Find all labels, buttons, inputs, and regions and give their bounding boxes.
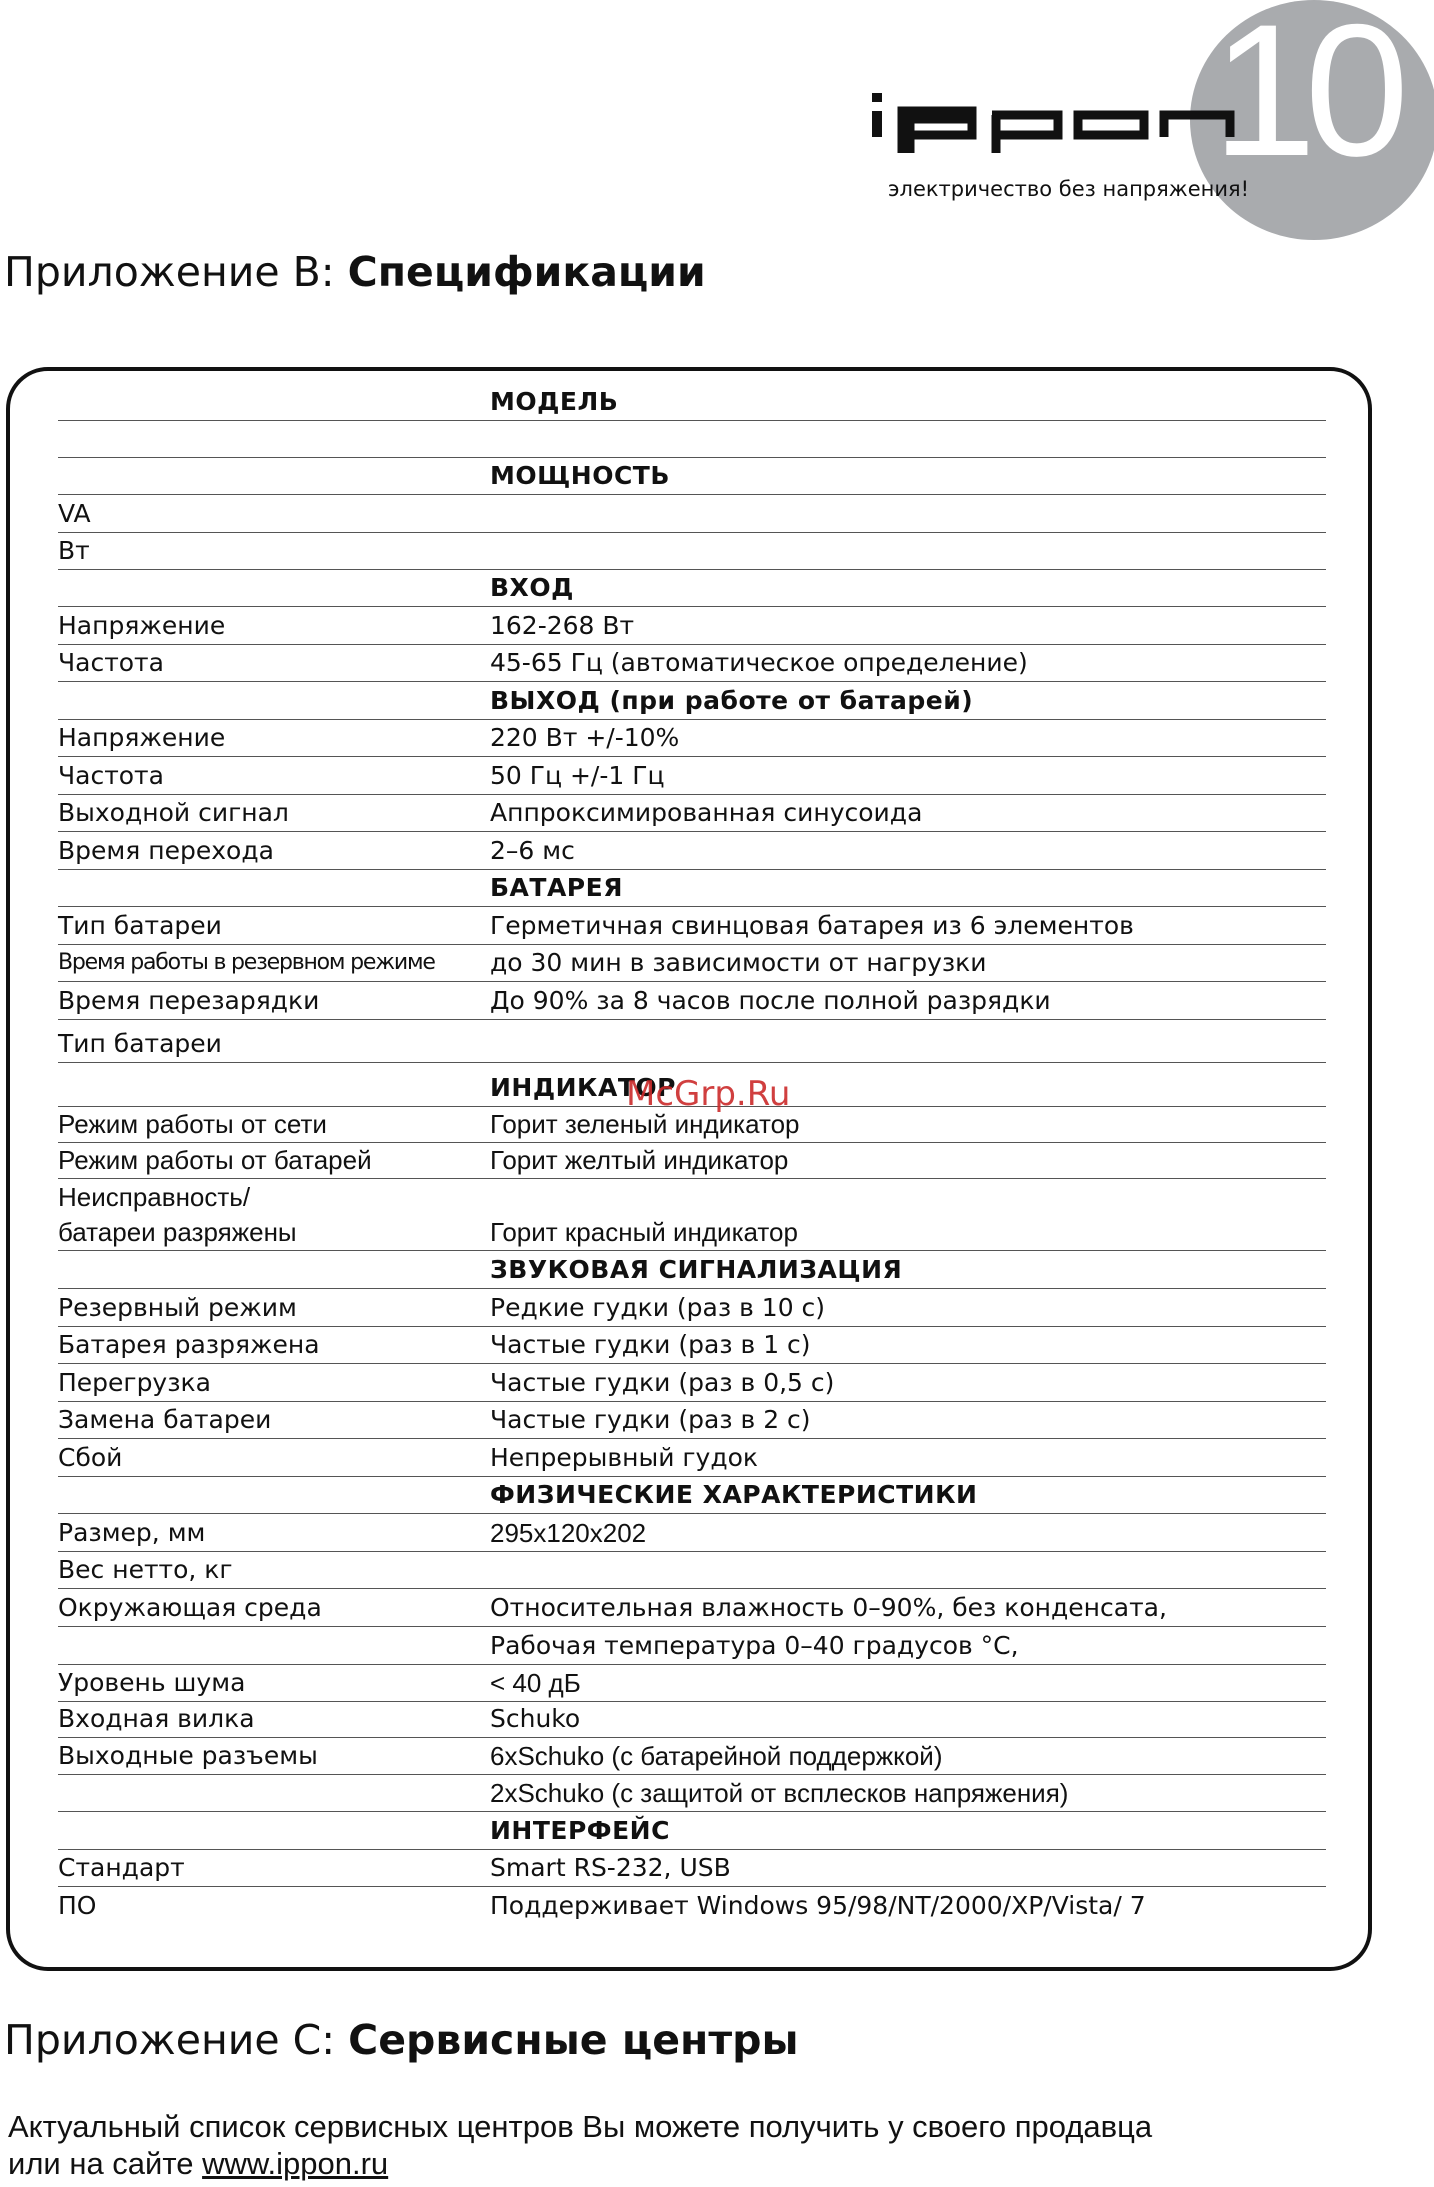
spec-label: Тип батареи [58, 911, 222, 940]
spec-table [58, 383, 1326, 1925]
spec-row [58, 907, 1326, 945]
spec-label: Напряжение [58, 611, 226, 640]
spec-row [58, 1514, 1326, 1552]
spec-row [58, 1179, 1326, 1216]
service-line-2-prefix: или на сайте [8, 2146, 203, 2181]
section-b-prefix: Приложение B: [4, 248, 348, 296]
spec-label [58, 1063, 488, 1105]
spec-row [58, 832, 1326, 870]
spec-label: Сбой [58, 1443, 123, 1472]
spec-label [58, 870, 488, 905]
service-line-1: Актуальный список сервисных центров Вы можете получить у своего продавца [8, 2109, 1153, 2144]
spec-label: VA [58, 499, 91, 528]
spec-value: Горит зеленый индикатор [490, 1109, 800, 1139]
spec-label [58, 1627, 488, 1663]
spec-label: Входная вилка [58, 1704, 255, 1733]
spec-value [490, 1179, 1326, 1214]
spec-row [58, 1738, 1326, 1775]
logo-number: 10 [1212, 0, 1398, 195]
spec-label: Замена батареи [58, 1405, 272, 1434]
logo-wordmark [872, 92, 1262, 164]
spec-row [58, 795, 1326, 832]
spec-row [58, 495, 1326, 533]
spec-section-title: ФИЗИЧЕСКИЕ ХАРАКТЕРИСТИКИ [490, 1480, 978, 1509]
spec-label [58, 1812, 488, 1848]
spec-label: батареи разряжены [58, 1217, 297, 1247]
spec-section-header [58, 870, 1326, 907]
spec-section-title: ВЫХОД (при работе от батарей) [490, 686, 974, 715]
spec-row [58, 1665, 1326, 1702]
section-c-prefix: Приложение C: [4, 2016, 349, 2064]
spec-row [58, 1775, 1326, 1812]
spec-value: Горит желтый индикатор [490, 1145, 789, 1175]
spec-value: До 90% за 8 часов после полной разрядки [490, 986, 1051, 1015]
spec-row [58, 1702, 1326, 1738]
spec-value [490, 495, 1326, 531]
watermark: McGrp.Ru [626, 1074, 791, 1114]
spec-label: Напряжение [58, 723, 226, 752]
spec-value: 220 Вт +/-10% [490, 723, 680, 752]
spec-section-header [58, 570, 1326, 607]
service-line-2 [8, 2145, 1152, 2182]
spec-row [58, 1552, 1326, 1589]
spec-label: Время работы в резервном режиме [58, 950, 435, 975]
spec-row [58, 607, 1326, 645]
spec-section-header [58, 1477, 1326, 1514]
spec-label: Вт [58, 536, 90, 565]
spec-label: Тип батареи [58, 1029, 222, 1058]
spec-row [58, 945, 1326, 982]
spec-value: 45-65 Гц (автоматическое определение) [490, 648, 1028, 677]
spec-section-header [58, 383, 1326, 421]
spec-label [58, 421, 488, 456]
service-link[interactable]: www.ippon.ru [202, 2146, 389, 2181]
spec-row [58, 1289, 1326, 1327]
spec-section-header [58, 458, 1326, 495]
spec-label: Размер, мм [58, 1518, 206, 1547]
spec-label: Вес нетто, кг [58, 1555, 233, 1584]
spec-section-title: МОДЕЛЬ [490, 387, 619, 416]
spec-label [58, 383, 488, 419]
spec-value: 295х120х202 [490, 1518, 647, 1548]
spec-value: Частые гудки (раз в 0,5 с) [490, 1368, 835, 1397]
spec-row [58, 1627, 1326, 1665]
spec-value: Аппроксимированная синусоида [490, 798, 923, 827]
spec-label: Выходные разъемы [58, 1741, 318, 1770]
spec-value: Рабочая температура 0–40 градусов °С, [490, 1631, 1019, 1660]
spec-value: 2xSchuko (с защитой от всплесков напряжения) [490, 1778, 1069, 1808]
spec-row [58, 1850, 1326, 1887]
spec-section-title: ИНДИКАТОР [490, 1073, 676, 1102]
spec-row [58, 533, 1326, 570]
spec-label: Уровень шума [58, 1668, 246, 1697]
spec-section-header [58, 682, 1326, 720]
spec-row [58, 720, 1326, 757]
spec-label: Стандарт [58, 1853, 185, 1882]
ippon-logo-icon [872, 93, 1262, 153]
spec-value: Редкие гудки (раз в 10 с) [490, 1293, 826, 1322]
spec-row [58, 421, 1326, 458]
spec-row [58, 1402, 1326, 1439]
spec-label: Время перехода [58, 836, 274, 865]
spec-value [490, 1020, 1326, 1061]
spec-value: Горит красный индикатор [490, 1217, 798, 1247]
section-c-title [4, 2016, 799, 2064]
spec-label: Неисправность/ [58, 1182, 251, 1212]
spec-value: 162-268 Вт [490, 611, 635, 640]
spec-value: 6xSchuko (с батарейной поддержкой) [490, 1741, 943, 1771]
spec-row [58, 1020, 1326, 1063]
spec-label: Частота [58, 648, 164, 677]
spec-row [58, 1364, 1326, 1402]
spec-section-title: ИНТЕРФЕЙС [490, 1816, 670, 1845]
section-c-heading: Сервисные центры [348, 2016, 799, 2064]
spec-row [58, 1143, 1326, 1179]
spec-section-title: ВХОД [490, 573, 574, 602]
spec-value: 50 Гц +/-1 Гц [490, 761, 665, 790]
spec-section-title: МОЩНОСТЬ [490, 461, 670, 490]
spec-label: Батарея разряжена [58, 1330, 320, 1359]
spec-section-header [58, 1251, 1326, 1289]
spec-row [58, 1216, 1326, 1251]
spec-value: Относительная влажность 0–90%, без конденсата, [490, 1593, 1167, 1622]
spec-value: 2–6 мс [490, 836, 575, 865]
spec-label: Частота [58, 761, 164, 790]
spec-value: Герметичная свинцовая батарея из 6 элементов [490, 911, 1134, 940]
spec-row [58, 645, 1326, 682]
spec-value: до 30 мин в зависимости от нагрузки [490, 948, 987, 977]
spec-row [58, 757, 1326, 795]
spec-label [58, 682, 488, 718]
service-text [8, 2108, 1152, 2182]
spec-label [58, 570, 488, 605]
spec-section-title: БАТАРЕЯ [490, 873, 623, 902]
spec-value: < 40 дБ [490, 1668, 581, 1698]
spec-label [58, 1775, 488, 1810]
spec-label: Резервный режим [58, 1293, 297, 1322]
spec-value: Smart RS-232, USB [490, 1853, 731, 1882]
section-b-heading: Спецификации [347, 248, 706, 296]
spec-row [58, 1439, 1326, 1477]
spec-label: Время перезарядки [58, 986, 320, 1015]
spec-value [490, 421, 1326, 456]
tagline: электричество без напряжения! [888, 177, 1250, 201]
spec-value: Поддерживает Windows 95/98/NT/2000/XP/Vista/ 7 [490, 1891, 1146, 1920]
spec-label: Режим работы от сети [58, 1109, 327, 1139]
spec-label [58, 1251, 488, 1287]
spec-row [58, 1327, 1326, 1364]
spec-value: Частые гудки (раз в 2 с) [490, 1405, 811, 1434]
spec-label [58, 1477, 488, 1512]
section-b-title [4, 248, 706, 296]
spec-value: Schuko [490, 1704, 581, 1733]
spec-row [58, 1887, 1326, 1925]
spec-label: Режим работы от батарей [58, 1145, 372, 1175]
spec-section-header [58, 1812, 1326, 1850]
spec-label: ПО [58, 1891, 97, 1920]
spec-section-title: ЗВУКОВАЯ СИГНАЛИЗАЦИЯ [490, 1255, 903, 1284]
spec-label: Окружающая среда [58, 1593, 322, 1622]
spec-row [58, 982, 1326, 1020]
spec-value: Непрерывный гудок [490, 1443, 759, 1472]
spec-label: Перегрузка [58, 1368, 211, 1397]
spec-label [58, 458, 488, 493]
spec-row [58, 1589, 1326, 1627]
spec-value [490, 1552, 1326, 1587]
spec-value: Частые гудки (раз в 1 с) [490, 1330, 811, 1359]
spec-value [490, 533, 1326, 568]
spec-label: Выходной сигнал [58, 798, 289, 827]
